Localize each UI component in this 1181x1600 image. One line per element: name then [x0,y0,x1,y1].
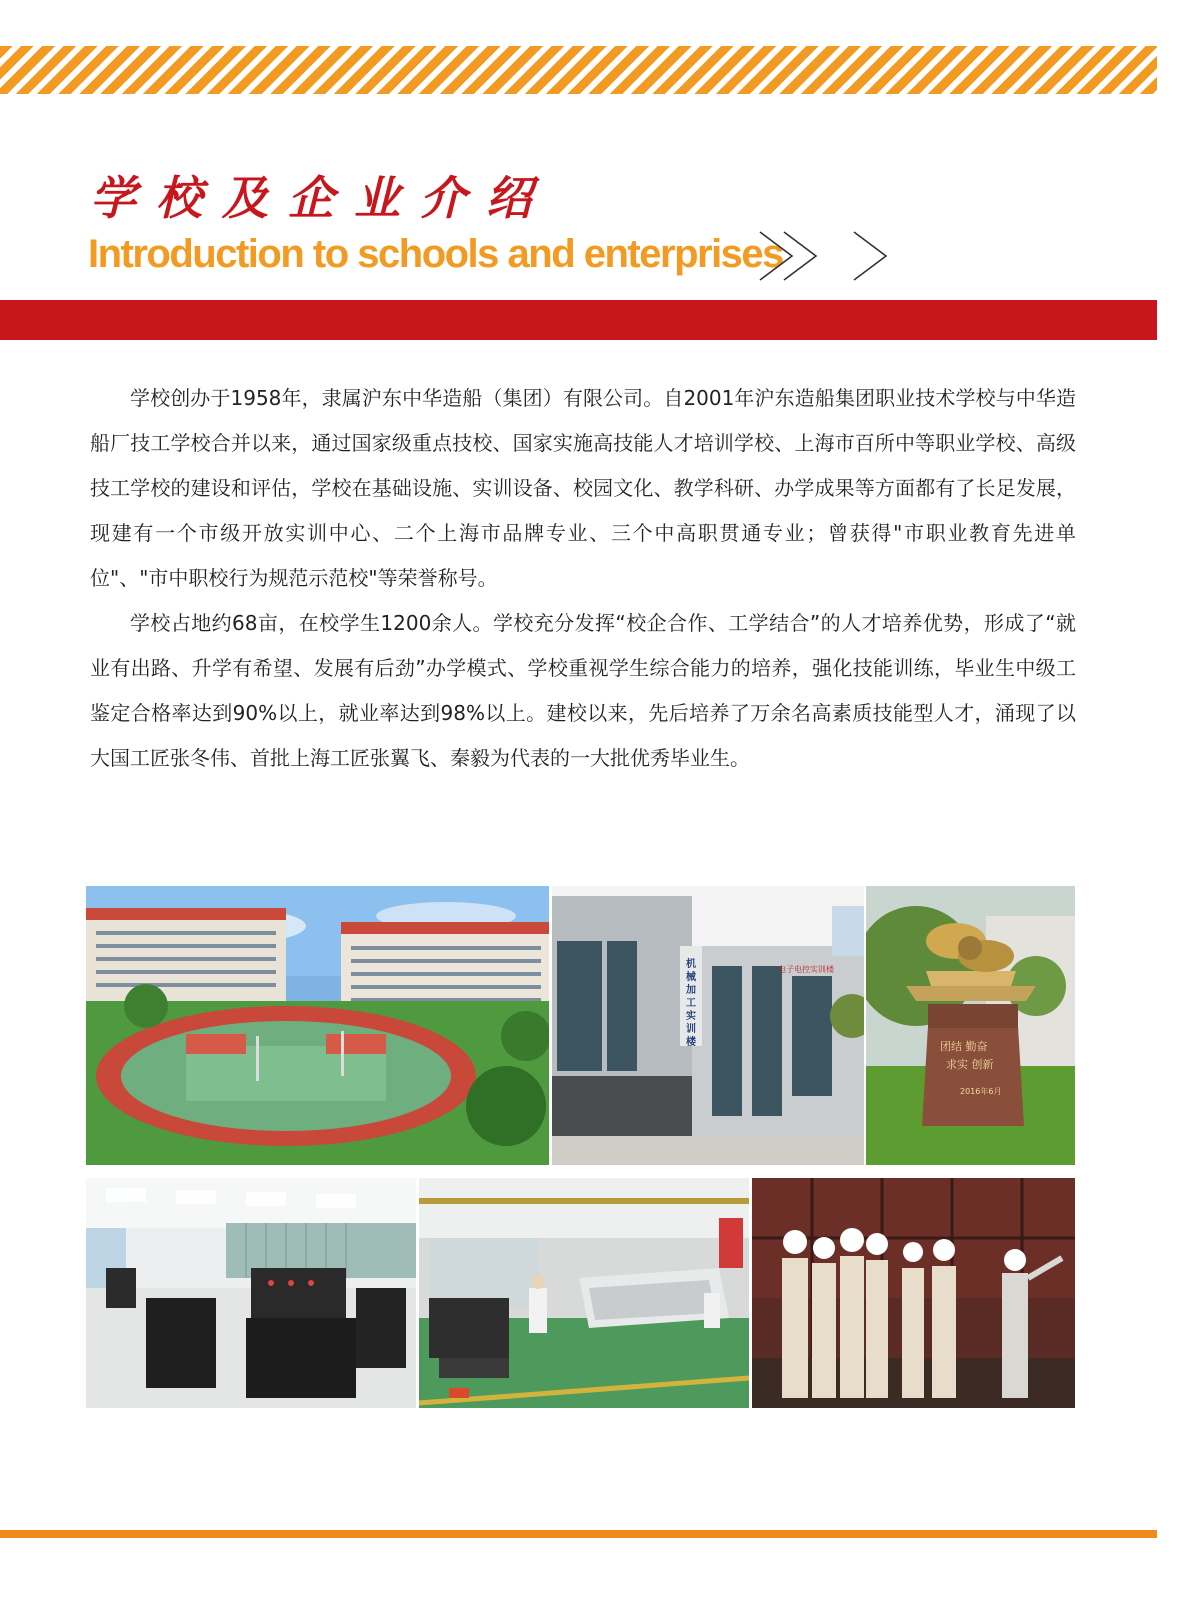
workshop-training-photo [419,1178,749,1408]
page-title-english: Introduction to schools and enterprises [88,232,783,276]
bottom-orange-line [0,1530,1157,1538]
building-sign-label: 机械加工实训楼 [686,959,696,1048]
control-room-photo [86,1178,416,1408]
monument-inscription-1: 团结 勤奋 [940,1040,988,1053]
building-sign-label-2: 电子电控实训楼 [778,965,834,974]
chevron-arrows-icon [752,226,892,286]
page-title-chinese: 学校及企业介绍 [90,171,552,225]
monument-inscription-2: 求实 创新 [946,1058,994,1071]
intro-paragraph-2: 学校占地约68亩，在校学生1200余人。学校充分发挥“校企合作、工学结合”的人才培养优势，形成了“就业有出路、升学有希望、发展有后劲”办学模式、学校重视学生综合能力的培养，强化技能训练，毕业生中级工鉴定合格率达到90%以上，就业率达到98%以上。建校以来，先后培养了万余名高素质技能型人才，涌现了以大国工匠张冬伟、首批上海工匠张翼飞、秦毅为代表的一大批优秀毕业生。 [90,611,1076,770]
intro-paragraph-1: 学校创办于1958年，隶属沪东中华造船（集团）有限公司。自2001年沪东造船集团职业技术学校与中华造船厂技工学校合并以来，通过国家级重点技校、国家实施高技能人才培训学校、上海市百所中等职业学校、高级技工学校的建设和评估，学校在基础设施、实训设备、校园文化、教学科研、办学成果等方面都有了长足发展，现建有一个市级开放实训中心、二个上海市品牌专业、三个中高职贯通专业；曾获得"市职业教育先进单位"、"市中职校行为规范示范校"等荣誉称号。 [90,386,1076,590]
top-stripe-band [0,46,1157,94]
propeller-monument-photo [866,886,1075,1165]
students-shipyard-photo [752,1178,1075,1408]
monument-date: 2016年6月 [960,1087,1002,1096]
training-building-photo [552,886,864,1165]
intro-text [90,376,1076,781]
campus-sports-field-photo [86,886,549,1165]
red-divider-bar [0,300,1157,340]
